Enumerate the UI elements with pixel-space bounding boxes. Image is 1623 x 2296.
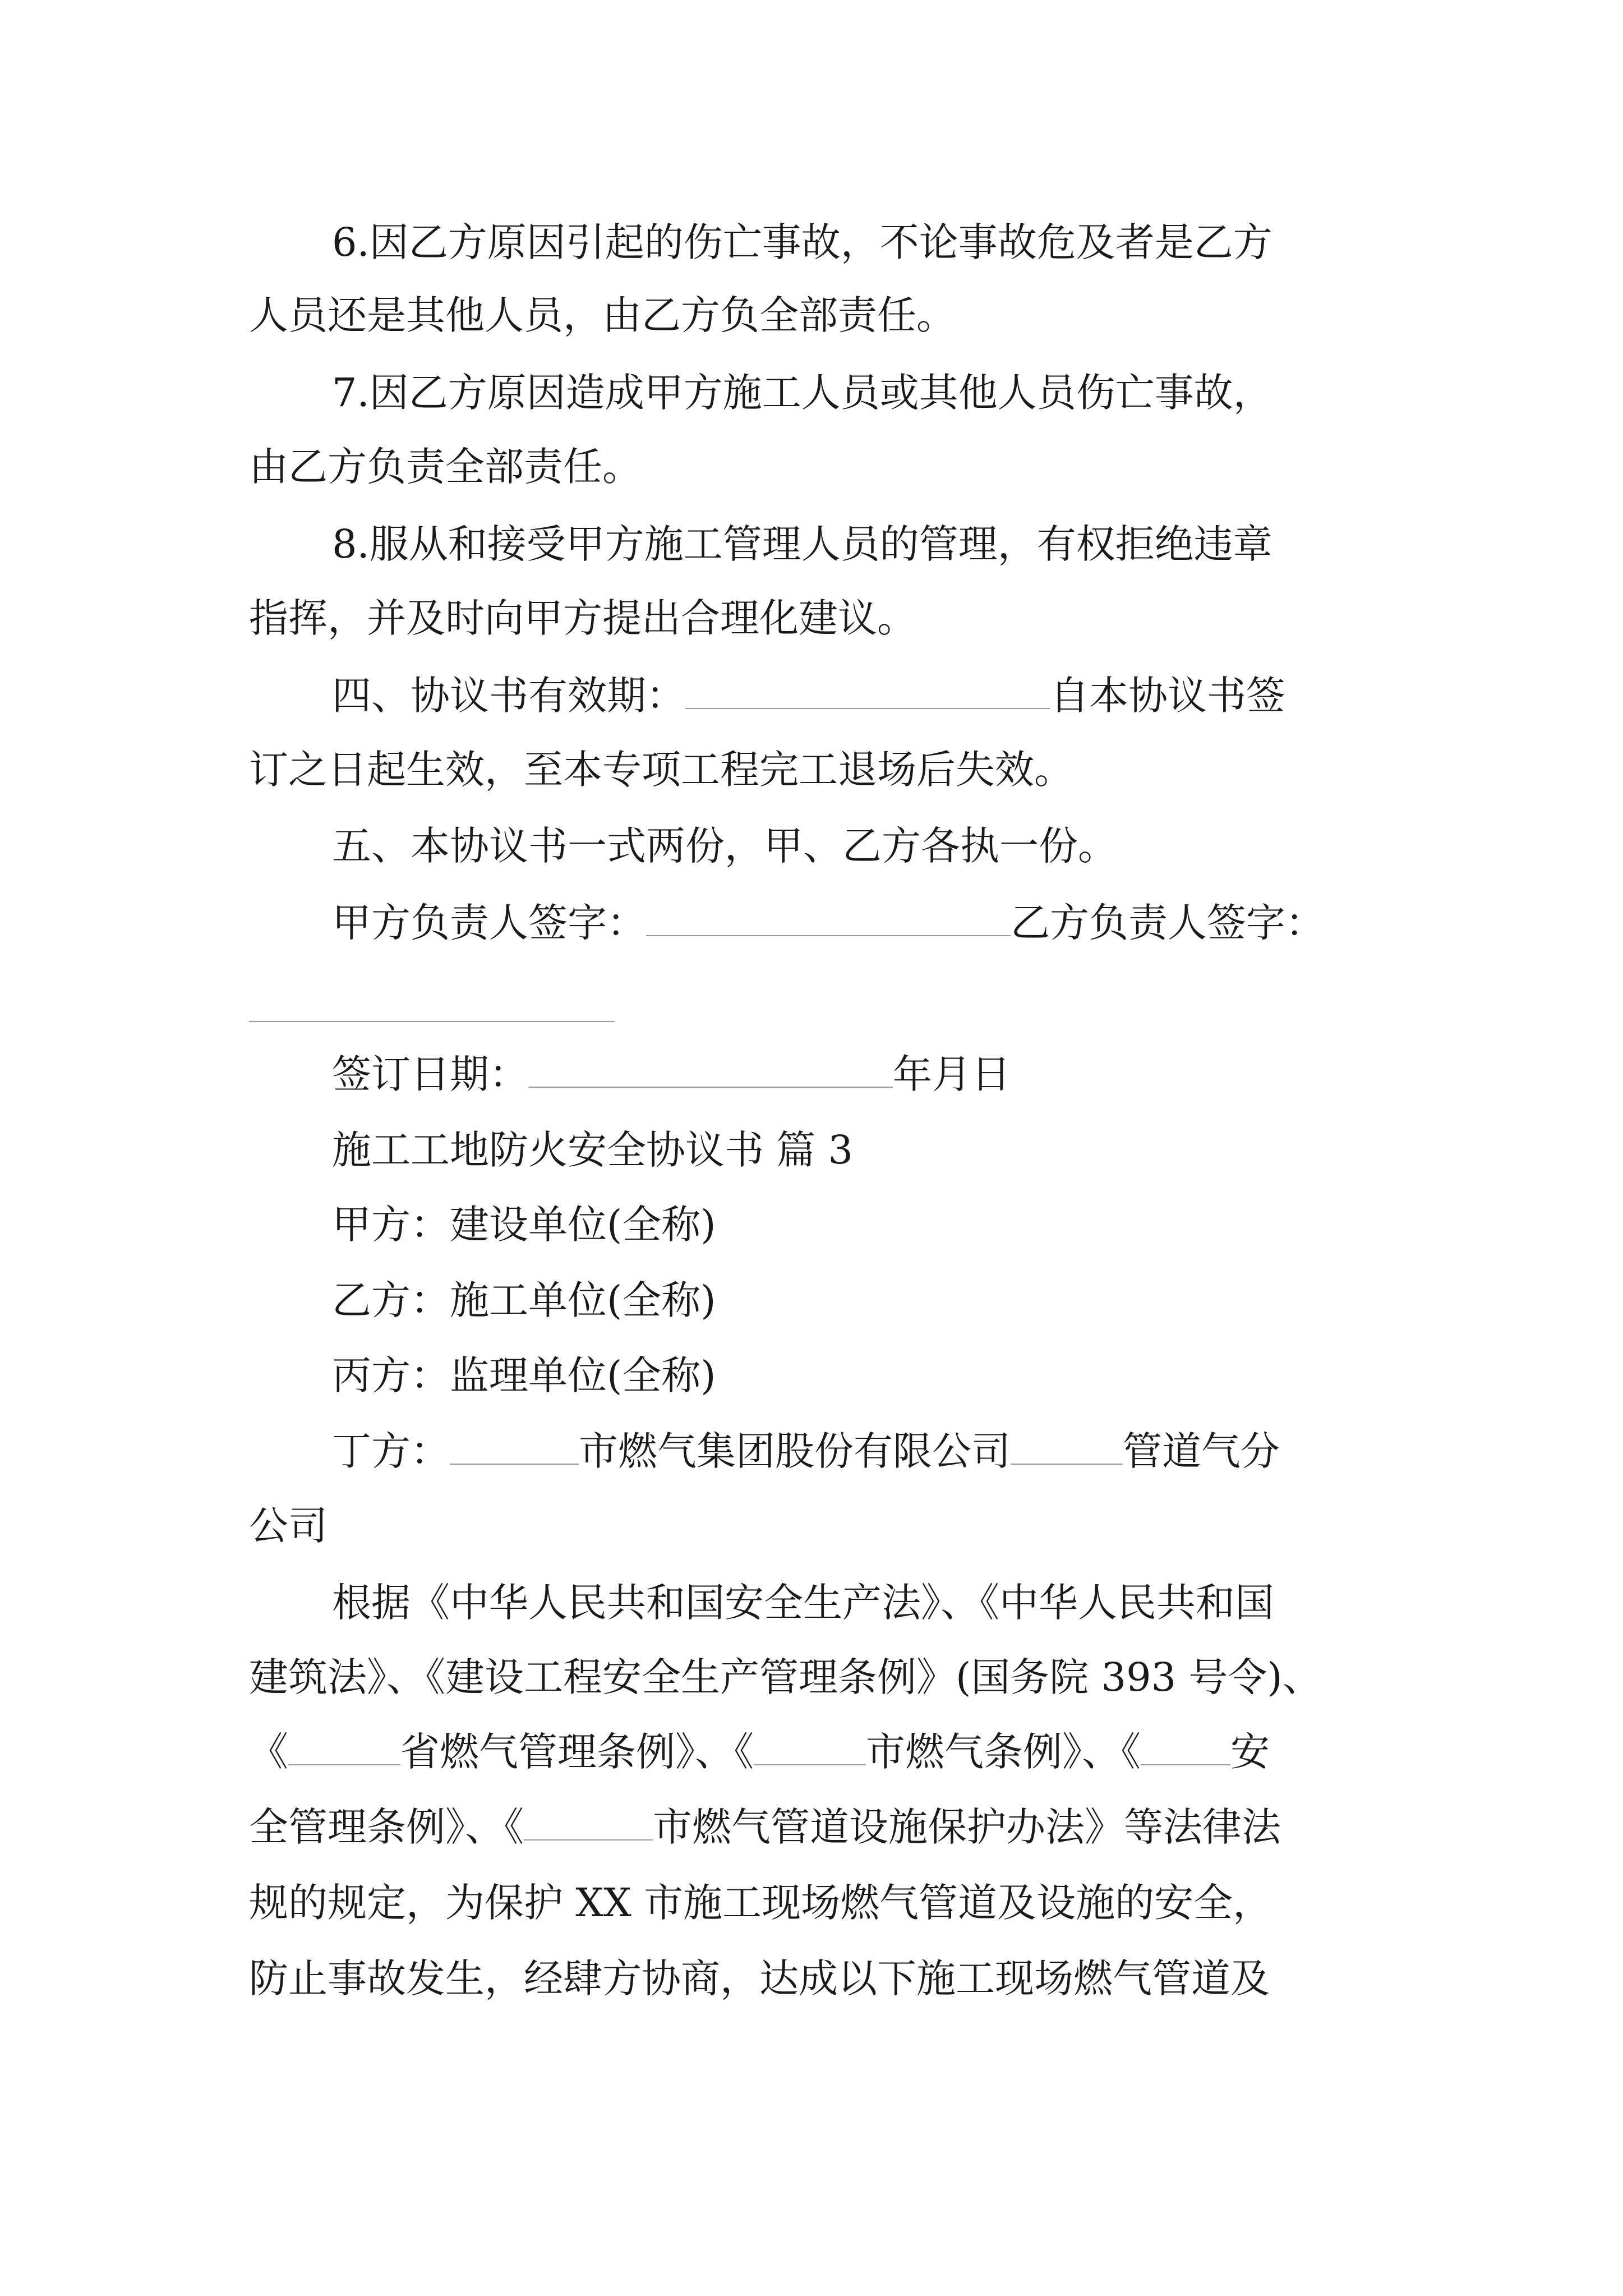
party-line xyxy=(332,1353,716,1398)
fill-blank xyxy=(450,1432,579,1465)
paragraph-line xyxy=(332,522,1272,567)
text: 年月日 xyxy=(893,1051,1011,1097)
paragraph-line xyxy=(332,220,1272,265)
date-line xyxy=(332,1052,1011,1097)
text: 自本协议书签 xyxy=(1050,673,1285,719)
paragraph-line xyxy=(249,1956,1270,2001)
text: 丙方：监理单位(全称) xyxy=(332,1352,716,1398)
text: 指挥，并及时向甲方提出合理化建议。 xyxy=(249,595,916,641)
text: 四、协议书有效期： xyxy=(332,673,685,719)
section-heading xyxy=(332,1128,853,1172)
text: 8.服从和接受甲方施工管理人员的管理，有权拒绝违章 xyxy=(332,521,1272,567)
text: 《 xyxy=(249,1729,288,1775)
text: 根据《中华人民共和国安全生产法》、《中华人民共和国 xyxy=(332,1580,1274,1626)
text: 甲方：建设单位(全称) xyxy=(332,1202,716,1248)
fill-blank xyxy=(528,1055,893,1088)
paragraph-line xyxy=(249,1880,1272,1925)
paragraph-line xyxy=(332,370,1272,415)
text: 安 xyxy=(1230,1729,1270,1775)
validity-line xyxy=(332,673,1285,718)
text: 人员还是其他人员，由乙方负全部责任。 xyxy=(249,292,956,338)
party-line xyxy=(332,1202,716,1247)
text: 规的规定，为保护 XX 市施工现场燃气管道及设施的安全， xyxy=(249,1880,1272,1926)
text: 签订日期： xyxy=(332,1051,528,1097)
fill-blank xyxy=(685,677,1050,709)
text: 市燃气管道设施保护办法》等法律法 xyxy=(653,1804,1281,1850)
paragraph-line xyxy=(249,444,642,489)
fill-blank xyxy=(646,904,1011,936)
text: 全管理条例》、《 xyxy=(249,1804,524,1850)
paragraph-line xyxy=(249,596,916,641)
text: 市燃气条例》、《 xyxy=(866,1729,1141,1775)
text: 省燃气管理条例》、《 xyxy=(400,1729,754,1775)
text: 6.因乙方原因引起的伤亡事故，不论事故危及者是乙方 xyxy=(332,219,1272,265)
party-line xyxy=(332,1278,716,1323)
fill-blank xyxy=(754,1733,866,1765)
paragraph-line xyxy=(249,747,1073,792)
fill-blank xyxy=(524,1808,653,1841)
fill-blank xyxy=(249,1021,615,1022)
text: 公司 xyxy=(249,1503,328,1549)
text: 由乙方负责全部责任。 xyxy=(249,444,642,490)
paragraph-line xyxy=(249,1729,1270,1774)
text: 订之日起生效，至本专项工程完工退场后失效。 xyxy=(249,747,1073,793)
text: 7.因乙方原因造成甲方施工人员或其他人员伤亡事故， xyxy=(332,370,1272,416)
paragraph-line xyxy=(249,293,956,338)
text: 五、本协议书一式两份，甲、乙方各执一份。 xyxy=(332,823,1117,869)
fill-blank xyxy=(1011,1432,1123,1465)
fill-blank xyxy=(288,1733,400,1765)
party-line xyxy=(332,1429,1280,1474)
paragraph-line xyxy=(249,1655,1322,1700)
fill-blank xyxy=(1141,1733,1230,1765)
text: 乙方：施工单位(全称) xyxy=(332,1277,716,1323)
paragraph-line xyxy=(332,1580,1274,1625)
text: 管道气分 xyxy=(1123,1428,1280,1474)
text: 乙方负责人签字： xyxy=(1011,900,1325,946)
paragraph-line xyxy=(249,1805,1281,1849)
paragraph-line xyxy=(332,823,1117,868)
text: 建筑法》、《建设工程安全生产管理条例》(国务院 393 号令)、 xyxy=(249,1654,1322,1700)
text: 施工工地防火安全协议书 篇 3 xyxy=(332,1127,854,1173)
text: 甲方负责人签字： xyxy=(332,900,646,946)
signature-line xyxy=(332,900,1325,945)
text: 防止事故发生，经肆方协商，达成以下施工现场燃气管道及 xyxy=(249,1955,1270,2001)
text: 市燃气集团股份有限公司 xyxy=(579,1428,1011,1474)
paragraph-line xyxy=(249,1503,328,1548)
text: 丁方： xyxy=(332,1428,450,1474)
